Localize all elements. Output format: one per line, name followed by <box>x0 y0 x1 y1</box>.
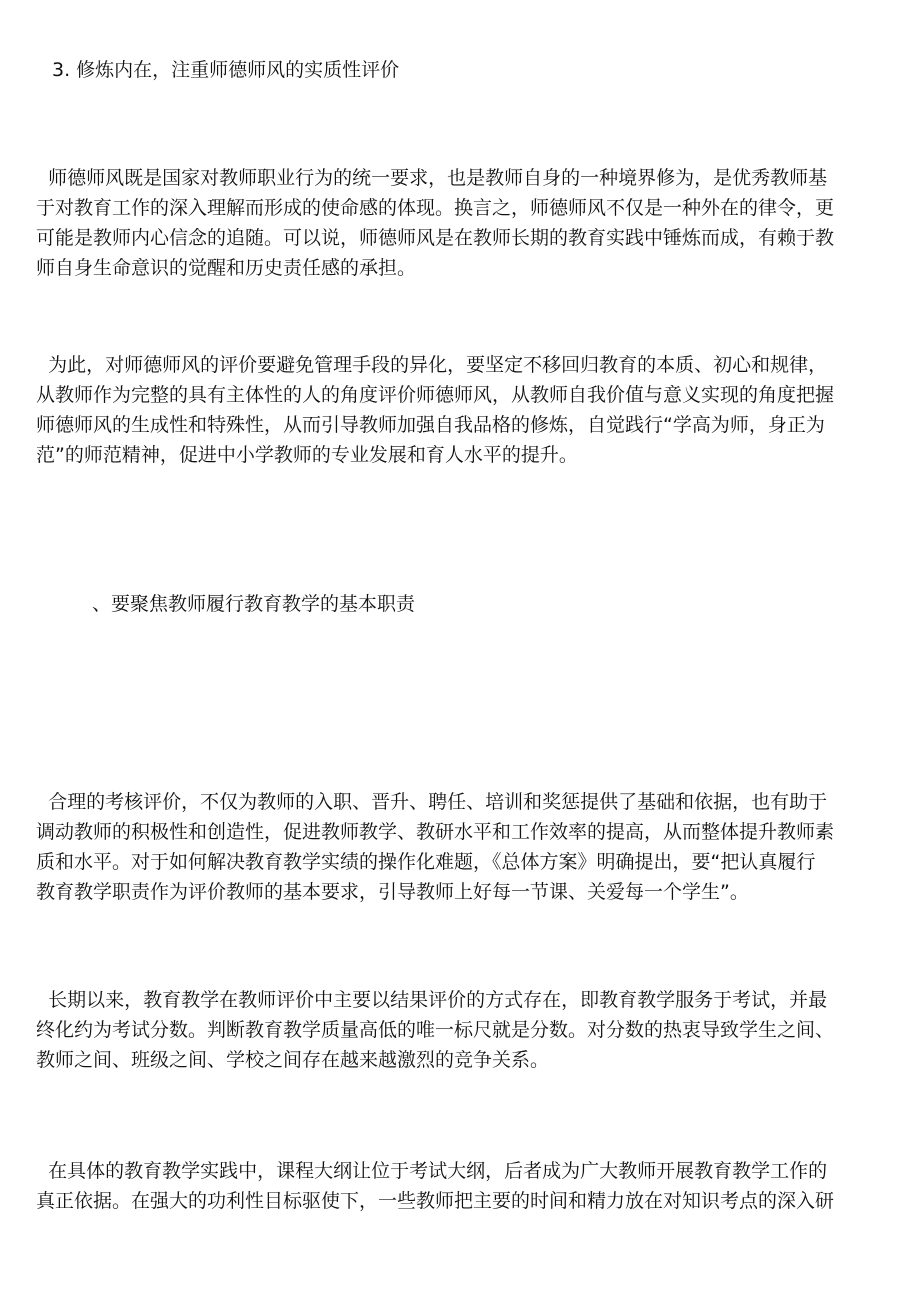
paragraph-line: 师德师风既是国家对教师职业行为的统一要求，也是教师自身的一种境界修为，是优秀教师基 <box>36 167 828 189</box>
paragraph-5 <box>36 1156 856 1216</box>
paragraph-line: 范”的师范精神，促进中小学教师的专业发展和育人水平的提升。 <box>36 444 578 466</box>
paragraph-line: 从教师作为完整的具有主体性的人的角度评价师德师风，从教师自我价值与意义实现的角度把握 <box>36 384 835 406</box>
paragraph-line: 教师之间、班级之间、学校之间存在越来越激烈的竞争关系。 <box>36 1049 550 1071</box>
paragraph-line: 质和水平。对于如何解决教育教学实绩的操作化难题，《总体方案》明确提出，要“把认真履行 <box>36 851 816 873</box>
paragraph-line: 教育教学职责作为评价教师的基本要求，引导教师上好每一节课、关爱每一个学生”。 <box>36 881 749 903</box>
paragraph-line: 可能是教师内心信念的追随。可以说，师德师风是在教师长期的教育实践中锤炼而成，有赖于教 <box>36 227 835 249</box>
section-heading-3: 3. 修炼内在，注重师德师风的实质性评价 <box>52 59 400 81</box>
section-heading: 、要聚焦教师履行教育教学的基本职责 <box>92 593 416 615</box>
paragraph-1 <box>36 163 856 283</box>
paragraph-line: 调动教师的积极性和创造性，促进教师教学、教研水平和工作效率的提高，从而整体提升教师素 <box>36 821 835 843</box>
paragraph-3 <box>36 787 856 907</box>
paragraph-4 <box>36 985 856 1075</box>
paragraph-line: 为此，对师德师风的评价要避免管理手段的异化，要坚定不移回归教育的本质、初心和规律， <box>36 354 828 376</box>
paragraph-2 <box>36 350 856 470</box>
paragraph-line: 合理的考核评价，不仅为教师的入职、晋升、聘任、培训和奖惩提供了基础和依据，也有助于 <box>36 791 828 813</box>
paragraph-line: 师德师风的生成性和特殊性，从而引导教师加强自我品格的修炼，自觉践行“学高为师，身正为 <box>36 414 825 436</box>
paragraph-line: 真正依据。在强大的功利性目标驱使下，一些教师把主要的时间和精力放在对知识考点的深入研 <box>36 1190 835 1212</box>
paragraph-line: 在具体的教育教学实践中，课程大纲让位于考试大纲，后者成为广大教师开展教育教学工作的 <box>36 1160 828 1182</box>
paragraph-line: 终化约为考试分数。判断教育教学质量高低的唯一标尺就是分数。对分数的热衷导致学生之间、 <box>36 1019 835 1041</box>
paragraph-line: 长期以来，教育教学在教师评价中主要以结果评价的方式存在，即教育教学服务于考试，并最 <box>36 989 828 1011</box>
paragraph-line: 于对教育工作的深入理解而形成的使命感的体现。换言之，师德师风不仅是一种外在的律令，更 <box>36 197 835 219</box>
paragraph-line: 师自身生命意识的觉醒和历史责任感的承担。 <box>36 257 417 279</box>
